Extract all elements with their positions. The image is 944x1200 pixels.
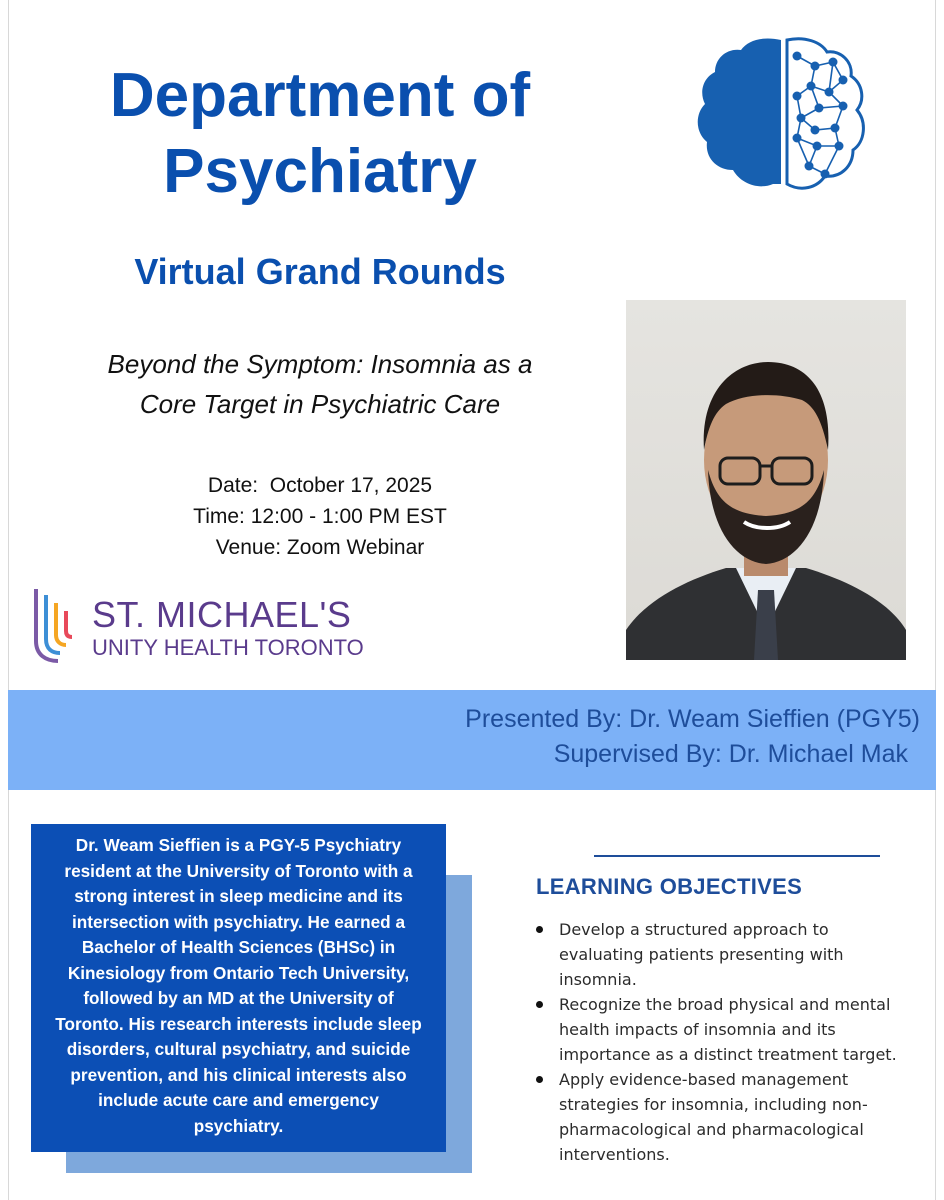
- event-venue: Venue: Zoom Webinar: [215, 536, 425, 559]
- bullet-icon: [536, 926, 543, 933]
- objective-item: Apply evidence-based management strategies for insomnia, including non- pharmacological and pharmacological interventions.: [536, 1067, 908, 1167]
- left-border: [8, 0, 9, 1200]
- objective-item: Recognize the broad physical and mental health impacts of insomnia and its importance as a distinct treatment target.: [536, 992, 908, 1067]
- presenters-band: [8, 690, 936, 790]
- objectives-list: [536, 917, 908, 1167]
- bio-line: resident at the University of Toronto with a: [64, 860, 413, 881]
- bio-line: include acute care and emergency: [98, 1090, 379, 1110]
- st-michaels-logo-mark: [30, 585, 78, 665]
- objectives-divider: [594, 855, 880, 857]
- bio-line: disorders, cultural psychiatry, and suicide: [66, 1039, 411, 1059]
- logo-name: ST. MICHAEL'S: [92, 594, 352, 635]
- bio-line: intersection with psychiatry. He earned a: [71, 911, 406, 932]
- brain-left-hemisphere: [698, 38, 781, 186]
- bio-line: prevention, and his clinical interests also: [70, 1064, 407, 1085]
- bio-line: followed by an MD at the University of: [83, 988, 394, 1008]
- presented-by: Presented By: Dr. Weam Sieffien (PGY5): [465, 705, 920, 733]
- bio-line: Bachelor of Health Sciences (BHSc) in: [81, 937, 396, 957]
- department-title-line1: Department of: [109, 61, 531, 130]
- department-title-line2: Psychiatry: [163, 137, 477, 206]
- objectives-heading: LEARNING OBJECTIVES: [536, 874, 803, 899]
- bio-line: Toronto. His research interests include sleep: [55, 1013, 422, 1034]
- right-border: [935, 0, 936, 1200]
- bio-line: Kinesiology from Ontario Tech University,: [67, 962, 410, 983]
- objective-item: Develop a structured approach to evaluating patients presenting with insomnia.: [536, 917, 908, 992]
- bio-line: Dr. Weam Sieffien is a PGY-5 Psychiatry: [75, 835, 402, 855]
- presenter-photo: [626, 300, 906, 660]
- event-details: [40, 470, 600, 563]
- supervised-by: Supervised By: Dr. Michael Mak: [553, 740, 908, 768]
- talk-title-line2: Core Target in Psychiatric Care: [139, 389, 501, 419]
- talk-title: [40, 344, 600, 424]
- event-time: Time: 12:00 - 1:00 PM EST: [193, 505, 447, 528]
- event-date: Date: October 17, 2025: [207, 474, 433, 497]
- st-michaels-logo: [30, 585, 390, 665]
- event-type-heading: Virtual Grand Rounds: [134, 251, 506, 292]
- bullet-icon: [536, 1001, 543, 1008]
- presenter-portrait: [626, 300, 906, 660]
- brain-right-hemisphere: [787, 39, 863, 188]
- logo-subname: UNITY HEALTH TORONTO: [92, 635, 364, 660]
- bio-line: strong interest in sleep medicine and its: [74, 886, 403, 906]
- brain-icon: [693, 34, 873, 194]
- bullet-icon: [536, 1076, 543, 1083]
- talk-title-line1: Beyond the Symptom: Insomnia as a: [107, 349, 533, 379]
- bio-line: psychiatry.: [193, 1115, 284, 1136]
- presenter-bio: [31, 824, 446, 1152]
